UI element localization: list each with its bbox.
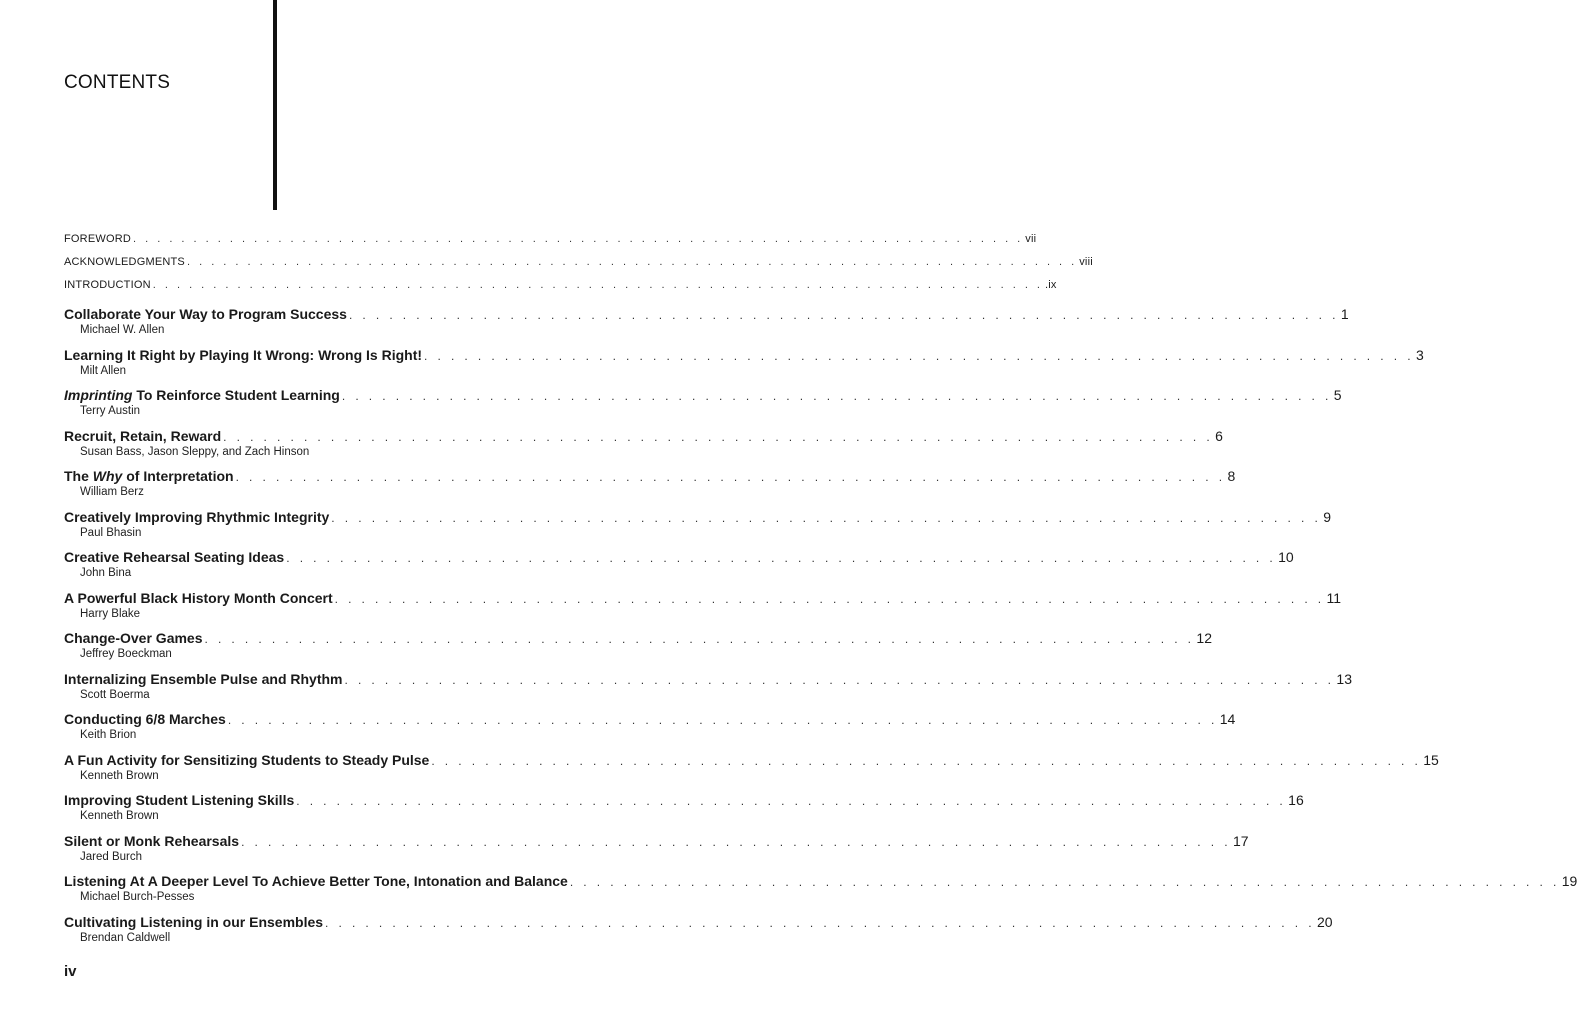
toc-title [64, 914, 323, 930]
toc-author: Jeffrey Boeckman [80, 648, 172, 660]
toc-page-number: vii [1025, 233, 1037, 245]
leader-dots: . . . . . . . . . . . . . . . . . . . . . . . . . . . . . . . . . . . . . . . . . . . . . . . . . . . . . . . . . . . . . . . . . . . . . . . . . . [341, 389, 1332, 403]
toc-entry[interactable] [64, 832, 1249, 870]
toc-title [64, 306, 347, 322]
leader-dots: . . . . . . . . . . . . . . . . . . . . . . . . . . . . . . . . . . . . . . . . . . . . . . . . . . . . . . . . . . . . . . . . . . . . . . . . . . [227, 713, 1218, 727]
leader-dots: . . . . . . . . . . . . . . . . . . . . . . . . . . . . . . . . . . . . . . . . . . . . . . . . . . . . . . . . . . . . . . . . . . . . . . . . . . [235, 470, 1226, 484]
toc-author: Jared Burch [80, 850, 143, 863]
toc-page-number: 5 [1333, 387, 1342, 403]
leader-dots: . . . . . . . . . . . . . . . . . . . . . . . . . . . . . . . . . . . . . . . . . . . . . . . . . . . . . . . . . . . . . . . . . . . . . . . . . . [331, 510, 1322, 525]
toc-author: William Berz [80, 486, 144, 498]
toc-page-number: 9 [1323, 508, 1331, 525]
toc-title [64, 428, 221, 444]
title-text: Creative Rehearsal Seating Ideas [64, 549, 285, 565]
toc-entry[interactable] [64, 387, 1342, 424]
toc-author: Kenneth Brown [80, 769, 159, 782]
toc-entry[interactable] [64, 670, 1352, 708]
toc-page-number: 13 [1336, 670, 1352, 687]
toc-title: ACKNOWLEDGMENTS [64, 256, 185, 268]
front-matter-list [64, 233, 1093, 302]
vertical-rule [273, 0, 277, 210]
toc-title [64, 711, 226, 727]
leader-dots: . . . . . . . . . . . . . . . . . . . . . . . . . . . . . . . . . . . . . . . . . . . . . . . . . . . . . . . . . . . . . . . . . . . . . . . . . . [296, 794, 1287, 808]
toc-front-item[interactable] [64, 233, 1037, 256]
leader-dots: . . . . . . . . . . . . . . . . . . . . . . . . . . . . . . . . . . . . . . . . . . . . . . . . . . . . . . . . . . . . . . . . . . . . . . . . . . [241, 834, 1231, 849]
toc-page-number: 12 [1196, 630, 1212, 646]
toc-page-number: .ix [1045, 279, 1057, 291]
toc-title: FOREWORD [64, 233, 131, 245]
title-text: Collaborate Your Way to Program Success [64, 306, 347, 322]
leader-dots: . . . . . . . . . . . . . . . . . . . . . . . . . . . . . . . . . . . . . . . . . . . . . . . . . . . . . . . . . . . . . . . . . . . . . . . . . . [325, 915, 1315, 930]
toc-author: Michael Burch-Pesses [80, 891, 195, 903]
toc-page-number: viii [1079, 256, 1093, 268]
toc-author: John Bina [80, 567, 132, 579]
toc-entry[interactable] [64, 508, 1331, 546]
toc-page-number: 19 [1561, 873, 1577, 889]
toc-title [64, 833, 239, 849]
toc-title [64, 792, 294, 808]
table-of-contents [64, 233, 1577, 950]
toc-page-number: 20 [1316, 913, 1333, 930]
title-text: of Interpretation [122, 468, 234, 484]
toc-author: Harry Blake [80, 607, 141, 620]
toc-page-number: 11 [1326, 589, 1342, 606]
toc-author: Milt Allen [80, 364, 127, 377]
toc-author: Paul Bhasin [80, 526, 142, 539]
toc-entry[interactable] [64, 711, 1236, 748]
toc-title [64, 752, 429, 768]
toc-title [64, 873, 568, 889]
leader-dots: . . . . . . . . . . . . . . . . . . . . . . . . . . . . . . . . . . . . . . . . . . . . . . . . . . . . . . . . . . . . . . . . . . . . . . . . . . [344, 672, 1335, 687]
toc-title [64, 387, 340, 403]
toc-page-number: 17 [1232, 832, 1249, 849]
leader-dots: . . . . . . . . . . . . . . . . . . . . . . . . . . . . . . . . . . . . . . . . . . . . . . . . . . . . . . . . . . . . . . . . . . . . . . . . . . [204, 632, 1195, 646]
toc-entry[interactable] [64, 427, 1223, 465]
title-emphasis: Imprinting [64, 387, 133, 403]
title-emphasis: Why [92, 468, 123, 484]
toc-page-number: 16 [1288, 792, 1304, 808]
toc-entry[interactable] [64, 792, 1304, 829]
chapter-list [64, 306, 1577, 950]
title-text: Silent or Monk Rehearsals [64, 832, 240, 849]
leader-dots: . . . . . . . . . . . . . . . . . . . . . . . . . . . . . . . . . . . . . . . . . . . . . . . . . . . . . . . . . . . . . . . . . . . . . . . . . . [334, 591, 1325, 606]
title-text: Conducting 6/8 Marches [64, 711, 226, 727]
toc-title [64, 671, 343, 687]
toc-entry[interactable] [64, 549, 1294, 586]
title-text: Creatively Improving Rhythmic Integrity [64, 508, 330, 525]
toc-author: Terry Austin [80, 405, 141, 417]
page-heading: CONTENTS [64, 72, 171, 93]
toc-author: Susan Bass, Jason Sleppy, and Zach Hinson [80, 445, 310, 458]
title-prefix: The [64, 468, 93, 484]
title-text: Listening At A Deeper Level To Achieve Better Tone, Intonation and Balance [64, 873, 568, 889]
leader-dots: . . . . . . . . . . . . . . . . . . . . . . . . . . . . . . . . . . . . . . . . . . . . . . . . . . . . . . . . . . . . . . . . . . . . . . . . . . [132, 233, 1024, 245]
leader-dots: . . . . . . . . . . . . . . . . . . . . . . . . . . . . . . . . . . . . . . . . . . . . . . . . . . . . . . . . . . . . . . . . . . . . . . . . . . [286, 551, 1277, 565]
leader-dots: . . . . . . . . . . . . . . . . . . . . . . . . . . . . . . . . . . . . . . . . . . . . . . . . . . . . . . . . . . . . . . . . . . . . . . . . . . [223, 429, 1214, 444]
leader-dots: . . . . . . . . . . . . . . . . . . . . . . . . . . . . . . . . . . . . . . . . . . . . . . . . . . . . . . . . . . . . . . . . . . . . . . . . . . [431, 753, 1422, 768]
toc-author: Brendan Caldwell [80, 931, 171, 944]
title-text: To Reinforce Student Learning [132, 387, 340, 403]
toc-title [64, 590, 333, 606]
leader-dots: . . . . . . . . . . . . . . . . . . . . . . . . . . . . . . . . . . . . . . . . . . . . . . . . . . . . . . . . . . . . . . . . . . . . . . . . . . [348, 308, 1339, 322]
leader-dots: . . . . . . . . . . . . . . . . . . . . . . . . . . . . . . . . . . . . . . . . . . . . . . . . . . . . . . . . . . . . . . . . . . . . . . . . . . [186, 256, 1078, 268]
page-number: iv [64, 963, 77, 980]
toc-author: Scott Boerma [80, 688, 150, 701]
leader-dots: . . . . . . . . . . . . . . . . . . . . . . . . . . . . . . . . . . . . . . . . . . . . . . . . . . . . . . . . . . . . . . . . . . . . . . . . . . [569, 875, 1560, 889]
toc-page-number: 14 [1219, 711, 1236, 727]
title-text: Internalizing Ensemble Pulse and Rhythm [64, 670, 343, 687]
toc-author: Kenneth Brown [80, 810, 159, 822]
title-text: A Fun Activity for Sensitizing Students to Steady Pulse [64, 751, 430, 768]
toc-entry[interactable] [64, 873, 1577, 910]
title-text: Change-Over Games [64, 630, 203, 646]
toc-entry[interactable] [64, 630, 1212, 667]
toc-entry[interactable] [64, 913, 1333, 951]
toc-author: Keith Brion [80, 729, 137, 741]
leader-dots: . . . . . . . . . . . . . . . . . . . . . . . . . . . . . . . . . . . . . . . . . . . . . . . . . . . . . . . . . . . . . . . . . . . . . . . . . . [424, 348, 1414, 363]
toc-entry[interactable] [64, 468, 1236, 505]
leader-dots: . . . . . . . . . . . . . . . . . . . . . . . . . . . . . . . . . . . . . . . . . . . . . . . . . . . . . . . . . . . . . . . . . . . . . . . . . . [152, 279, 1043, 291]
toc-entry[interactable] [64, 346, 1424, 384]
toc-page-number: 8 [1227, 468, 1236, 484]
toc-author: Michael W. Allen [80, 324, 165, 336]
title-text: A Powerful Black History Month Concert [64, 589, 333, 606]
toc-entry[interactable] [64, 589, 1342, 627]
title-text: Cultivating Listening in our Ensembles [64, 913, 324, 930]
toc-title [64, 468, 234, 484]
toc-title [64, 347, 422, 363]
toc-entry[interactable] [64, 306, 1349, 343]
toc-title [64, 630, 203, 646]
toc-title [64, 549, 284, 565]
toc-title: INTRODUCTION [64, 279, 151, 291]
title-text: Improving Student Listening Skills [64, 792, 295, 808]
toc-front-item[interactable] [64, 256, 1093, 279]
toc-title [64, 509, 329, 525]
title-text: Recruit, Retain, Reward [64, 427, 222, 444]
toc-page-number: 3 [1415, 346, 1424, 363]
toc-page-number: 6 [1215, 427, 1223, 444]
toc-page-number: 15 [1423, 751, 1439, 768]
title-text: Learning It Right by Playing It Wrong: Wrong Is Right! [64, 346, 423, 363]
toc-page-number: 10 [1278, 549, 1294, 565]
toc-front-item[interactable] [64, 279, 1057, 302]
toc-page-number: 1 [1340, 306, 1349, 322]
toc-entry[interactable] [64, 751, 1439, 789]
